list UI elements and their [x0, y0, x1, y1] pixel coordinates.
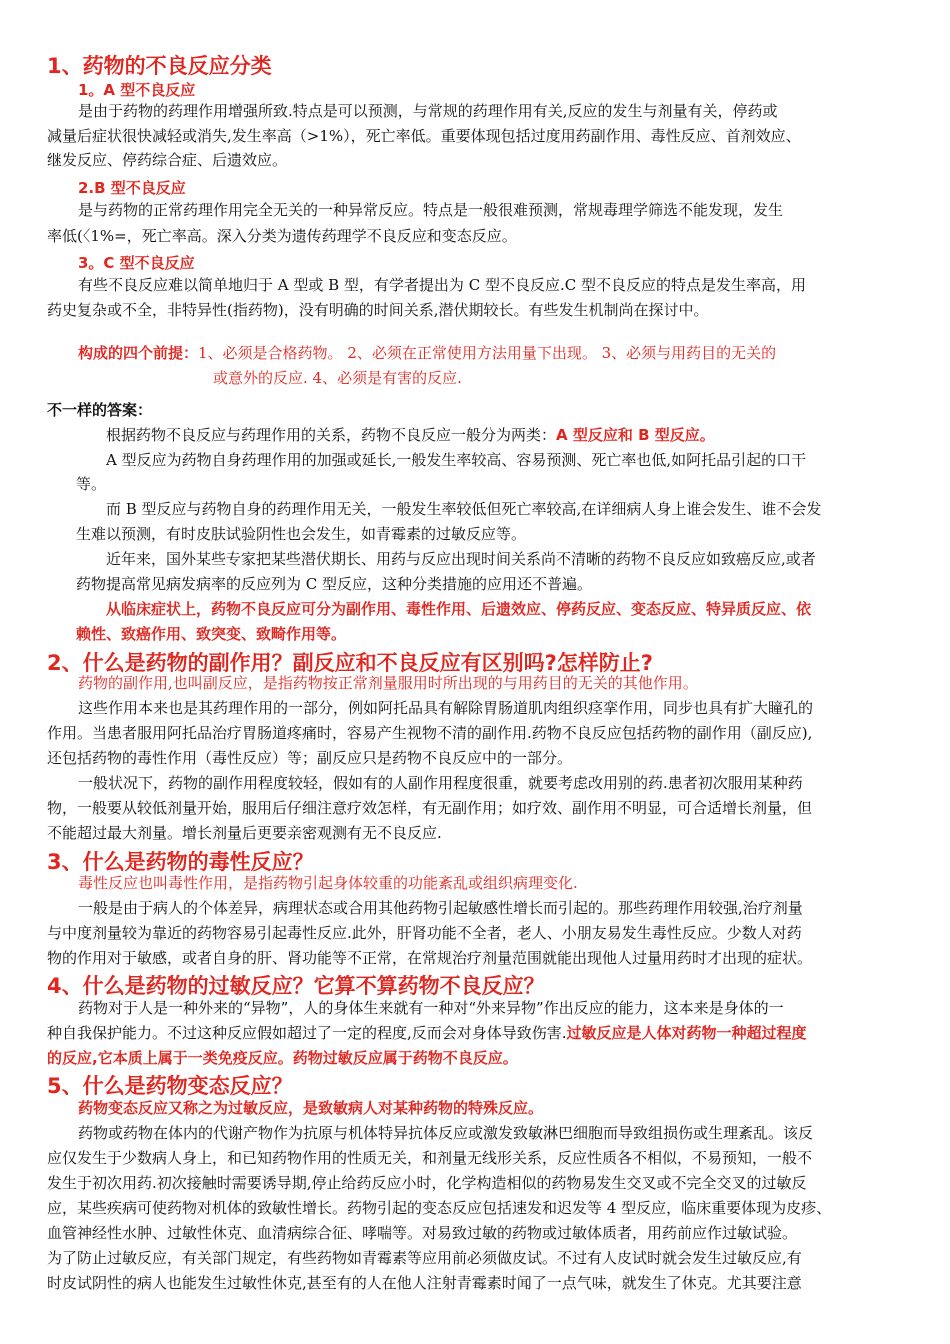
type-b-title: 2.B 型不良反应 [78, 179, 186, 197]
type-c-title: 3。C 型不良反应 [78, 254, 195, 272]
section-3-p1-line-2: 与中度剂量较为靠近的药物容易引起毒性反应.此外，肝肾功能不全者，老人、小朋友易发生毒性反应。少数人对药 [47, 924, 802, 942]
section-5-p1-line-2: 应仅发生于少数病人身上，和已知药物作用的性质无关，和剂量无线形关系，反应性质各不相似，不易预知，一般不 [47, 1149, 813, 1167]
section-5-p2-line-2: 时皮试阴性的病人也能发生过敏性休克,甚至有的人在他人注射青霉素时闻了一点气味，就发生了休克。尤其要注意 [47, 1274, 802, 1292]
alt-p5-line-2: 赖性、致癌作用、致突变、致畸作用等。 [76, 625, 347, 643]
section-4-p1-line-1: 药物对于人是一种外来的“异物”，人的身体生来就有一种对“外来异物”作出反应的能力，这本来是身体的一 [78, 999, 784, 1017]
section-5-p1-line-4: 应，某些疾病可使药物对机体的致敏性增长。药物引起的变态反应包括速发和迟发等 4 型反应，临床重要体现为皮疹、 [47, 1199, 832, 1217]
section-2-p2-line-2: 物，一般要从较低剂量开始，服用后仔细注意疗效怎样，有无副作用；如疗效、副作用不明显，可合适增长剂量，但 [47, 799, 813, 817]
alt-p3-line-2: 生难以预测，有时皮肤试验阴性也会发生，如青霉素的过敏反应等。 [76, 525, 527, 543]
section-2-definition: 药物的副作用,也叫副反应，是指药物按正常剂量服用时所出现的与用药目的无关的其他作用。 [78, 674, 698, 692]
alt-p2-line-1: A 型反应为药物自身药理作用的加强或延长,一般发生率较高、容易预测、死亡率也低,如阿托品引起的口干 [106, 451, 807, 469]
alt-p1-text: 根据药物不良反应与药理作用的关系，药物不良反应一般分为两类： [106, 426, 557, 444]
section-2-title: 2、什么是药物的副作用？副反应和不良反应有区别吗?怎样防止? [47, 651, 653, 675]
type-c-line-2: 药史复杂或不全，非特异性(指药物)，没有明确的时间关系,潜伏期较长。有些发生机制尚在探讨中。 [47, 301, 709, 319]
section-3-title: 3、什么是药物的毒性反应？ [47, 850, 314, 874]
section-4-title: 4、什么是药物的过敏反应？它算不算药物不良反应？ [47, 974, 545, 998]
alt-answer-title: 不一样的答案： [47, 401, 153, 419]
premise-line-2: 或意外的反应. 4、必须是有害的反应. [213, 369, 462, 387]
section-5-p2-line-1: 为了防止过敏反应，有关部门规定，有些药物如青霉素等应用前必须做皮试。不过有人皮试时就会发生过敏反应,有 [47, 1249, 802, 1267]
type-a-line-3: 继发反应、停药综合症、后遗效应。 [47, 151, 288, 169]
section-5-p1-line-1: 药物或药物在体内的代谢产物作为抗原与机体特异抗体反应或激发致敏淋巴细胞而导致组损伤或生理紊乱。该反 [78, 1124, 814, 1142]
alt-p1 [106, 424, 715, 446]
premise-line-1 [78, 342, 776, 364]
section-2-p1-line-1: 这些作用本来也是其药理作用的一部分，例如阿托品具有解除胃肠道肌肉组织痉挛作用，同步也具有扩大瞳孔的 [78, 699, 814, 717]
section-4-p1-line-3: 的反应,它本质上属于一类免疫反应。药物过敏反应属于药物不良反应。 [47, 1049, 518, 1067]
alt-p3-line-1: 而 B 型反应与药物自身的药理作用无关，一般发生率较低但死亡率较高,在详细病人身上谁会发生、谁不会发 [106, 500, 822, 518]
section-4-p1-line-2-text: 种自我保护能力。不过这种反应假如超过了一定的程度,反而会对身体导致伤害. [47, 1024, 567, 1042]
alt-p4-line-2: 药物提高常见病发病率的反应列为 C 型反应，这种分类措施的应用还不普遍。 [76, 575, 593, 593]
alt-p5-line-1: 从临床症状上，药物不良反应可分为副作用、毒性作用、后遗效应、停药反应、变态反应、特异质反应、依 [106, 600, 812, 618]
type-b-line-1: 是与药物的正常药理作用完全无关的一种异常反应。特点是一般很难预测，常规毒理学筛选不能发现，发生 [78, 201, 784, 219]
section-2-p1-line-2: 作用。当患者服用阿托品治疗胃肠道疼痛时，容易产生视物不清的副作用.药物不良反应包括药物的副作用（副反应), [47, 724, 813, 742]
section-4-p1-line-2-highlight: 过敏反应是人体对药物一种超过程度 [566, 1024, 807, 1042]
type-b-line-2: 率低(〈1%=，死亡率高。深入分类为遗传药理学不良反应和变态反应。 [47, 227, 517, 245]
section-3-p1-line-1: 一般是由于病人的个体差异，病理状态或合用其他药物引起敏感性增长而引起的。那些药理作用较强,治疗剂量 [78, 899, 803, 917]
type-c-line-1: 有些不良反应难以简单地归于 A 型或 B 型，有学者提出为 C 型不良反应.C 型不良反应的特点是发生率高，用 [78, 276, 806, 294]
section-5-p1-line-3: 发生于初次用药.初次接触时需要诱导期,停止给药反应小时，化学构造相似的药物易发生交叉或不完全交叉的过敏反 [47, 1174, 807, 1192]
section-2-p1-line-3: 还包括药物的毒性作用（毒性反应）等；副反应只是药物不良反应中的一部分。 [47, 749, 573, 767]
alt-p1-highlight: A 型反应和 B 型反应。 [556, 426, 715, 444]
type-a-line-2: 减量后症状很快减轻或消失,发生率高（>1%），死亡率低。重要体现包括过度用药副作用、毒性反应、首剂效应、 [47, 127, 801, 145]
section-5-definition: 药物变态反应又称之为过敏反应，是致敏病人对某种药物的特殊反应。 [78, 1099, 544, 1117]
alt-p2-line-2: 等。 [76, 475, 107, 493]
alt-p4-line-1: 近年来，国外某些专家把某些潜伏期长、用药与反应出现时间关系尚不清晰的药物不良反应如致癌反应,或者 [106, 550, 816, 568]
section-1-title: 1、药物的不良反应分类 [47, 54, 272, 78]
section-4-p1-line-2 [47, 1022, 807, 1044]
section-2-p2-line-1: 一般状况下，药物的副作用程度较轻，假如有的人副作用程度很重，就要考虑改用别的药.患者初次服用某种药 [78, 774, 803, 792]
section-3-definition: 毒性反应也叫毒性作用，是指药物引起身体较重的功能紊乱或组织病理变化. [78, 874, 578, 892]
type-a-title: 1。A 型不良反应 [78, 81, 196, 99]
section-5-p1-line-5: 血管神经性水肿、过敏性休克、血清病综合征、哮喘等。对易致过敏的药物或过敏体质者，用药前应作过敏试验。 [47, 1224, 798, 1242]
section-3-p1-line-3: 物的作用对于敏感，或者自身的肝、肾功能等不正常，在常规治疗剂量范围就能出现他人过量用药时才出现的症状。 [47, 949, 813, 967]
premise-text-1: 1、必须是合格药物。 2、必须在正常使用方法用量下出现。 3、必须与用药目的无关的 [198, 344, 777, 362]
premise-label: 构成的四个前提： [78, 344, 199, 362]
section-2-p2-line-3: 不能超过最大剂量。增长剂量后更要亲密观测有无不良反应. [47, 824, 442, 842]
section-5-title: 5、什么是药物变态反应？ [47, 1074, 293, 1098]
type-a-line-1: 是由于药物的药理作用增强所致.特点是可以预测，与常规的药理作用有关,反应的发生与剂量有关，停药或 [78, 102, 778, 120]
